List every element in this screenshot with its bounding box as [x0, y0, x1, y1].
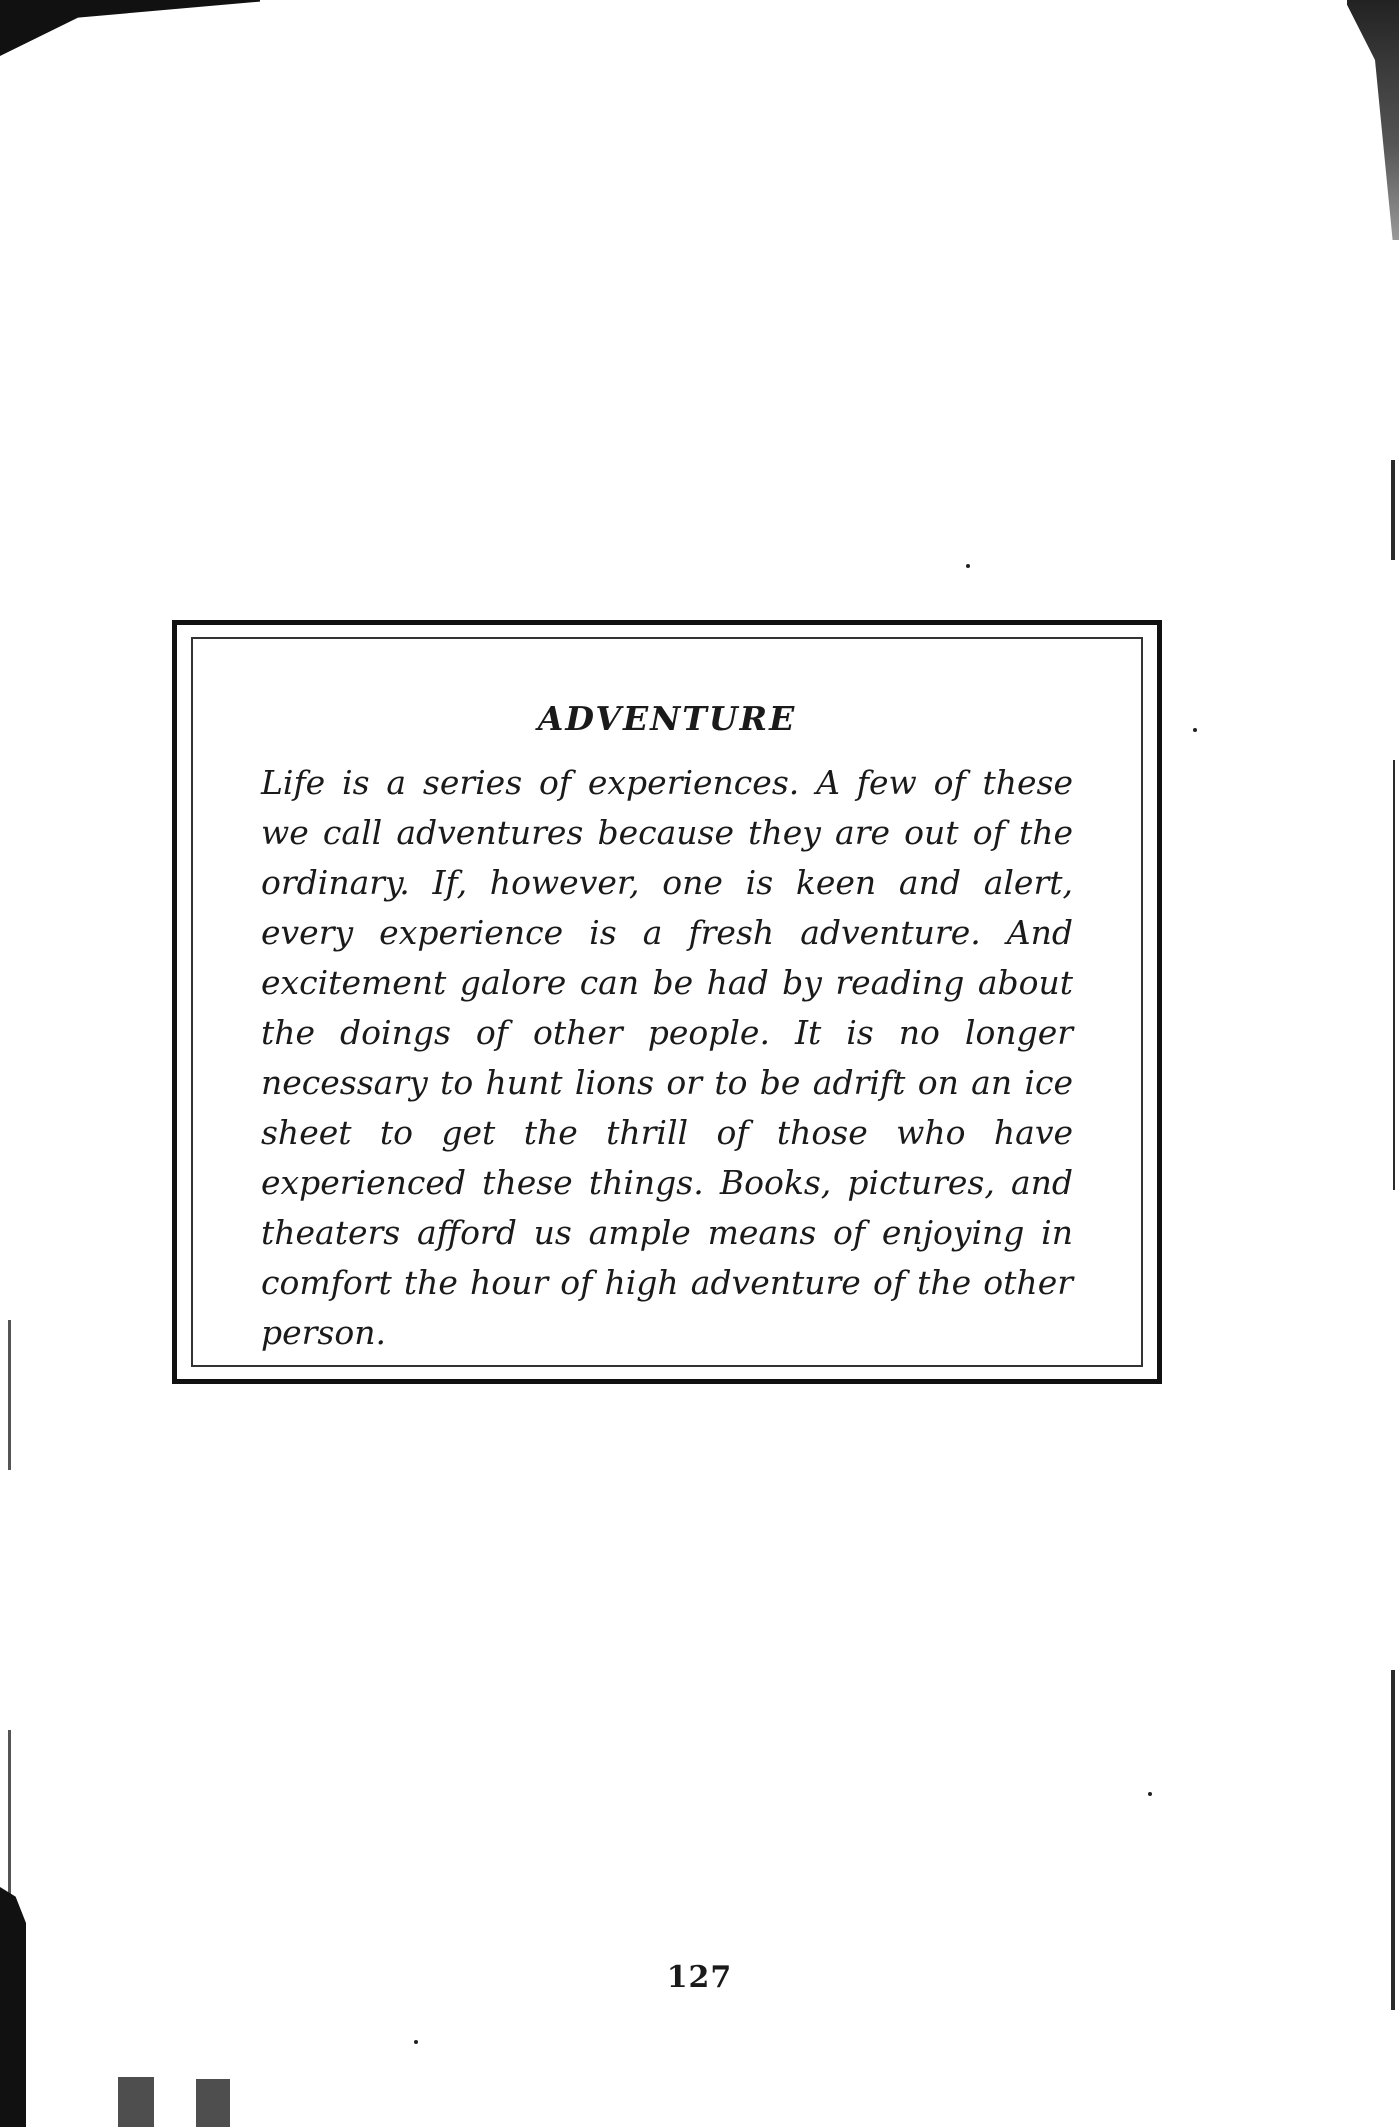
- scan-edge-line: [8, 1320, 11, 1470]
- scan-shadow-bottom-left: [0, 1887, 26, 2127]
- scan-shadow-top-left: [0, 0, 260, 80]
- scan-blot: [118, 2077, 154, 2127]
- text-frame-inner-border: [191, 637, 1143, 1367]
- scan-edge-line: [1393, 760, 1395, 1190]
- scan-speck: [1193, 728, 1197, 732]
- scan-speck: [966, 564, 970, 568]
- text-frame: [172, 620, 1162, 1384]
- scan-edge-line: [1391, 460, 1395, 560]
- scan-blot: [196, 2079, 230, 2127]
- scan-edge-line: [1391, 1670, 1395, 2010]
- scan-speck: [414, 2040, 418, 2044]
- scan-speck: [1148, 1792, 1152, 1796]
- scan-shadow-top-right: [1319, 0, 1399, 240]
- page-number: 127: [666, 1960, 733, 1995]
- section-body: Life is a series of experiences. A few of these we call adventures because they are out of the ordinary. If, however, one is keen and alert, every experience is a fresh adventure. And excitement galore can be had by reading about the doings of other people. It is no longer necessary to hunt lions or to be adrift on an ice sheet to get the thrill of those who have experienced these things. Books, pictures, and theaters afford us ample means of enjoying in comfort the hour of high adventure of the other person.: [261, 763, 1073, 1352]
- section-title: ADVENTURE: [537, 699, 797, 738]
- frame-content: [261, 699, 1073, 1358]
